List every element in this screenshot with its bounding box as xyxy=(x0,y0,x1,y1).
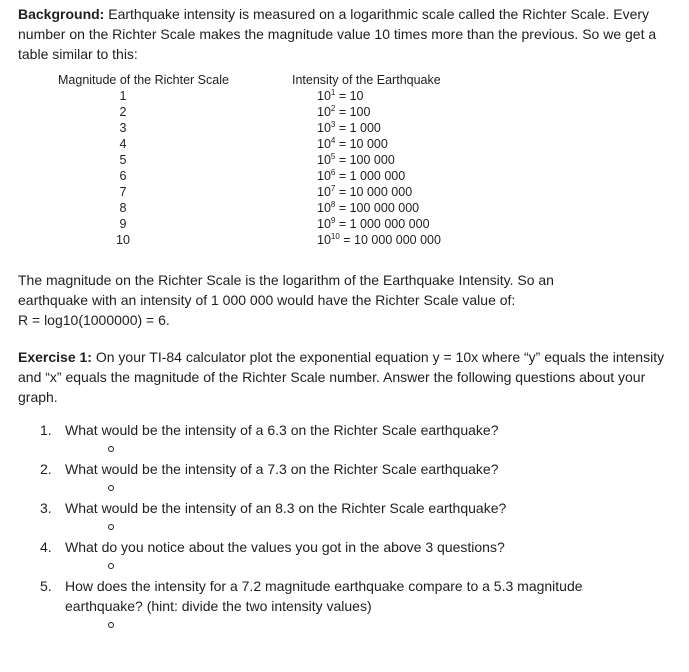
intensity-cell: $10^{10} = 10$ 000 000 000 xyxy=(317,232,441,247)
magnitude-cell: 9 xyxy=(119,217,127,231)
question-text: What would be the intensity of an 8.3 on the Richter Scale earthquake? xyxy=(65,500,507,516)
question-number: 4. xyxy=(40,539,52,555)
magnitude-cell: 4 xyxy=(119,137,127,151)
intensity-column xyxy=(292,72,492,248)
intensity-cell: $10^7 = 10$ 000 000 xyxy=(317,184,413,199)
answer-bullet-icon xyxy=(65,518,668,537)
question-text: What would be the intensity of a 6.3 on the Richter Scale earthquake? xyxy=(65,422,499,438)
intensity-header: Intensity of the Earthquake xyxy=(292,73,441,87)
background-text: Earthquake intensity is measured on a logarithmic scale called the Richter Scale. Every number on the Richter Scale makes the magnitude value 10 times more than the previous. So we get a table similar to this: xyxy=(18,6,657,62)
magnitude-cell: 10 xyxy=(116,233,130,247)
explanation-text: The magnitude on the Richter Scale is the logarithm of the Earthquake Intensity. So an earthquake with an intensity of 1 000 000 would have the Richter Scale value of: xyxy=(18,272,554,308)
question-text: What do you notice about the values you got in the above 3 questions? xyxy=(65,539,505,555)
exercise-label: Exercise 1: xyxy=(18,349,92,365)
magnitude-cell: 1 xyxy=(119,89,127,103)
answer-bullet-icon xyxy=(65,479,668,498)
list-item xyxy=(18,459,668,498)
answer-bullet-icon xyxy=(65,616,668,635)
magnitude-cell: 3 xyxy=(119,121,127,135)
magnitude-header: Magnitude of the Richter Scale xyxy=(58,73,229,87)
exercise-paragraph xyxy=(18,347,668,407)
intensity-cell: $10^5 = 100$ 000 xyxy=(317,152,395,167)
question-number: 2. xyxy=(40,461,52,477)
magnitude-cell: 5 xyxy=(119,153,127,167)
exercise-text: On your TI-84 calculator plot the exponential equation y = 10x where “y” equals the intensity and “x” equals the magnitude of the Richter Scale number. Answer the following questions about your graph. xyxy=(18,349,665,405)
intensity-cell: $10^9 = 1$ 000 000 000 xyxy=(317,216,430,231)
intensity-cell: $10^4 = 10$ 000 xyxy=(317,136,388,151)
background-label: Background: xyxy=(18,6,105,22)
question-text: What would be the intensity of a 7.3 on the Richter Scale earthquake? xyxy=(65,461,499,477)
background-paragraph xyxy=(18,4,668,64)
list-item xyxy=(18,498,668,537)
question-number: 3. xyxy=(40,500,52,516)
magnitude-cell: 7 xyxy=(119,185,127,199)
list-item xyxy=(18,420,668,459)
intensity-cell: $10^3 = 1$ 000 xyxy=(317,120,381,135)
explanation-formula: R = log10(1000000) = 6. xyxy=(18,312,170,328)
intensity-cell: $10^1 = 10$ xyxy=(317,88,364,103)
explanation-paragraph xyxy=(18,270,593,330)
magnitude-cell: 2 xyxy=(119,105,127,119)
intensity-cell: $10^2 = 100$ xyxy=(317,104,371,119)
magnitude-cell: 8 xyxy=(119,201,127,215)
question-list xyxy=(18,420,668,635)
intensity-cell: $10^6 = 1$ 000 000 xyxy=(317,168,406,183)
question-number: 1. xyxy=(40,422,52,438)
intensity-cell: $10^8 = 100$ 000 000 xyxy=(317,200,420,215)
question-text: How does the intensity for a 7.2 magnitude earthquake compare to a 5.3 magnitude earthquake? (hint: divide the two intensity values) xyxy=(65,578,583,614)
question-number: 5. xyxy=(40,578,52,594)
magnitude-cell: 6 xyxy=(119,169,127,183)
magnitude-column xyxy=(58,72,254,248)
answer-bullet-icon xyxy=(65,557,668,576)
list-item xyxy=(18,537,668,576)
list-item xyxy=(18,576,668,635)
answer-bullet-icon xyxy=(65,440,668,459)
